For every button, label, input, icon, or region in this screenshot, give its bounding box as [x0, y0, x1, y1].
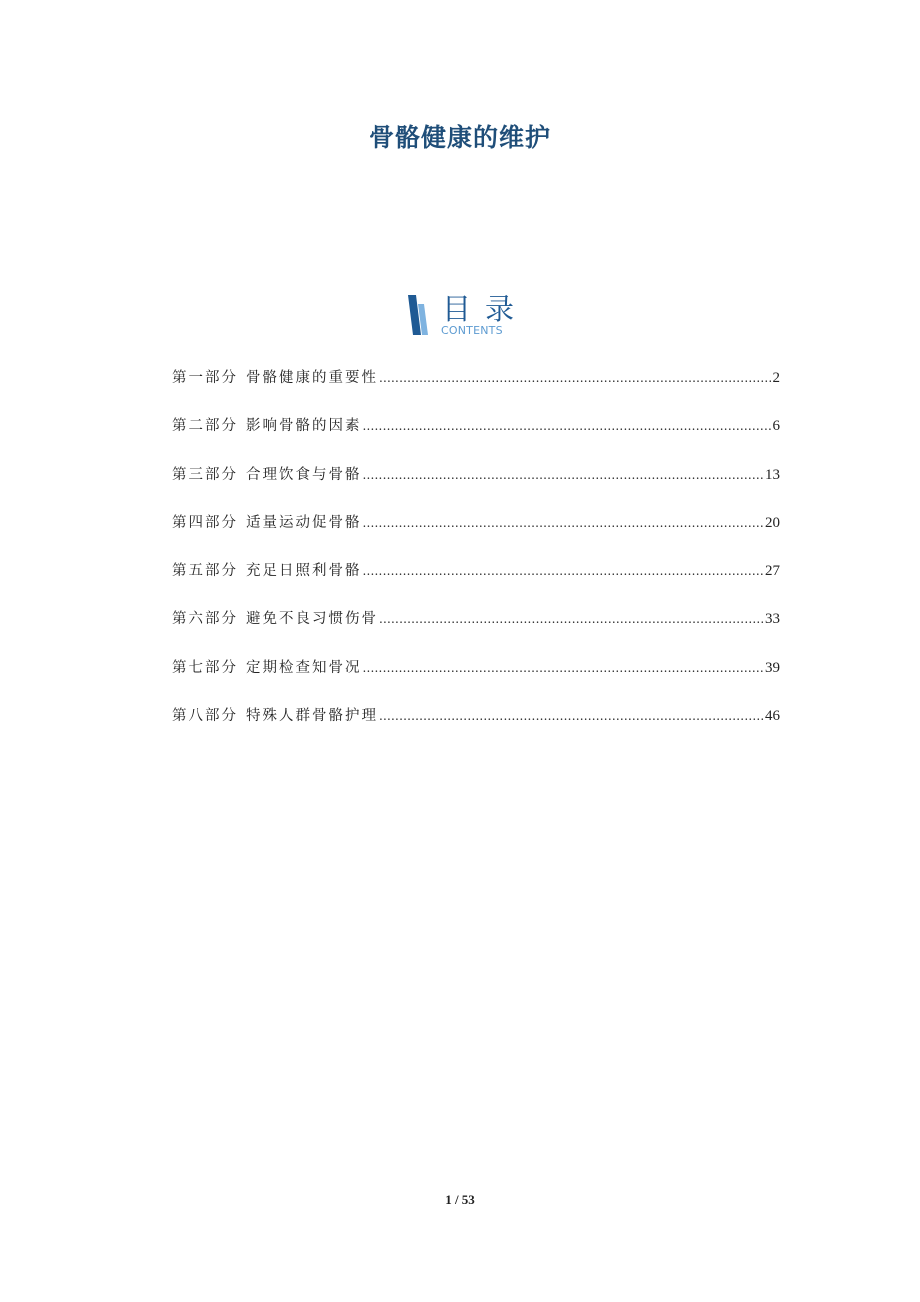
toc-entry-name: 合理饮食与骨骼 — [246, 466, 362, 483]
toc-entry-part: 第七部分 — [172, 659, 238, 676]
toc-entry-page: 46 — [765, 708, 780, 725]
toc-entry[interactable] — [172, 704, 780, 752]
toc-entry[interactable] — [172, 656, 780, 704]
toc-entry-page: 27 — [765, 563, 780, 580]
toc-entry[interactable] — [172, 414, 780, 462]
toc-heading-subtitle: CONTENTS — [441, 324, 503, 337]
table-of-contents — [172, 366, 780, 752]
toc-entry-name: 骨骼健康的重要性 — [246, 370, 378, 386]
toc-heading-title: 目录 — [442, 292, 529, 326]
toc-entry-page: 2 — [772, 370, 780, 386]
toc-entry-leader — [379, 709, 764, 723]
toc-entry-leader — [363, 468, 765, 482]
toc-entry-leader — [379, 612, 764, 626]
toc-entry-part: 第四部分 — [172, 514, 238, 531]
toc-entry-name: 影响骨骼的因素 — [246, 418, 362, 435]
toc-entry-part: 第六部分 — [172, 611, 238, 628]
toc-logo-icon — [406, 294, 432, 336]
toc-entry-name: 适量运动促骨骼 — [246, 514, 362, 531]
toc-entry[interactable] — [172, 607, 780, 655]
toc-entry-page: 13 — [765, 466, 780, 483]
toc-entry-part: 第八部分 — [172, 708, 238, 725]
toc-entry[interactable] — [172, 366, 780, 414]
toc-entry-part: 第三部分 — [172, 466, 238, 483]
toc-entry-page: 39 — [765, 659, 780, 676]
toc-entry-page: 33 — [765, 611, 780, 628]
toc-entry[interactable] — [172, 559, 780, 607]
toc-entry-leader — [363, 516, 765, 530]
toc-entry-part: 第一部分 — [172, 370, 238, 386]
document-title: 骨骼健康的维护 — [368, 123, 551, 152]
toc-entry-page: 6 — [772, 418, 780, 435]
toc-entry-part: 第二部分 — [172, 418, 238, 435]
toc-entry-part: 第五部分 — [172, 563, 238, 580]
toc-entry-name: 定期检查知骨况 — [246, 659, 362, 676]
toc-entry-name: 特殊人群骨骼护理 — [246, 708, 378, 725]
toc-entry-name: 充足日照利骨骼 — [246, 563, 362, 580]
toc-entry-leader — [379, 371, 772, 385]
toc-entry-leader — [363, 419, 772, 433]
toc-entry[interactable] — [172, 463, 780, 511]
toc-entry-name: 避免不良习惯伤骨 — [246, 611, 378, 628]
page-indicator: 1 / 53 — [445, 1192, 475, 1207]
toc-entry[interactable] — [172, 511, 780, 559]
toc-entry-leader — [363, 564, 765, 578]
toc-heading — [406, 292, 529, 342]
toc-entry-leader — [363, 661, 765, 675]
toc-entry-page: 20 — [765, 514, 780, 531]
